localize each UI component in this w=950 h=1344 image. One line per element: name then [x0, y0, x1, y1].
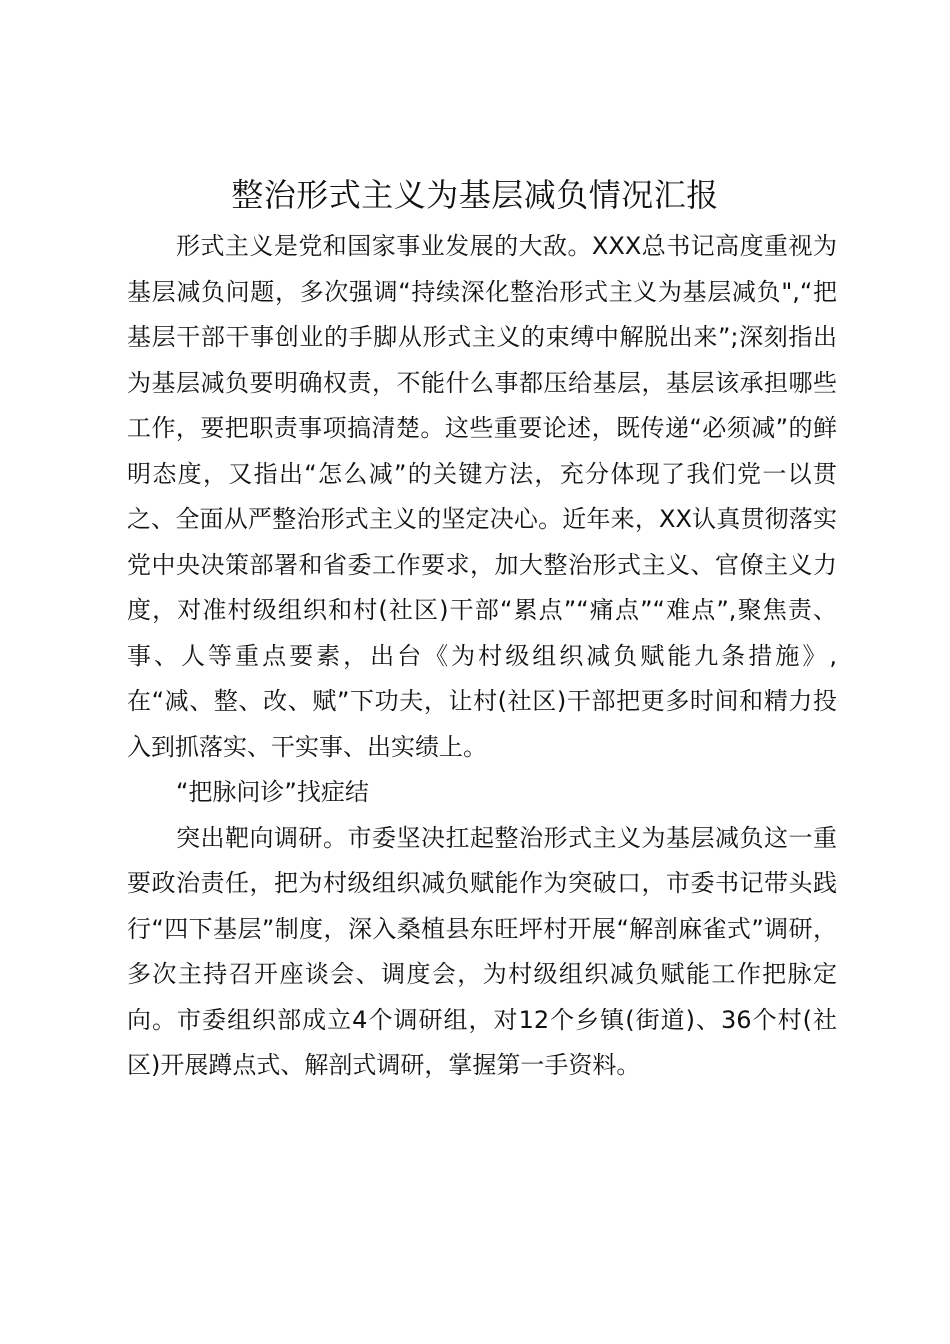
document-title: 整治形式主义为基层减负情况汇报 — [231, 176, 719, 214]
intro-paragraph: 形式主义是党和国家事业发展的大敌。XXX总书记高度重视为基层减负问题，多次强调“持续深化整治形式主义为基层减负",“把基层干部干事创业的手脚从形式主义的束缚中解脱出来”;深刻指出为基层减负要明确权责，不能什么事都压给基层，基层该承担哪些工作，要把职责事项搞清楚。这些重要论述，既传递“必须减”的鲜明态度，又指出“怎么减”的关键方法，充分体现了我们党一以贯之、全面从严整治形式主义的坚定决心。近年来，XX认真贯彻落实党中央决策部署和省委工作要求，加大整治形式主义、官僚主义力度，对准村级组织和村(社区)干部“累点”“痛点”“难点”,聚焦责、事、人等重点要素，出台《为村级组织减负赋能九条措施》,在“减、整、改、赋”下功夫，让村(社区)干部把更多时间和精力投入到抓落实、干实事、出实绩上。 — [127, 232, 837, 761]
document-body — [127, 224, 837, 1089]
section-heading: “把脉问诊”找症结 — [176, 778, 369, 806]
research-paragraph: 突出靶向调研。市委坚决扛起整治形式主义为基层减负这一重要政治责任，把为村级组织减负赋能作为突破口，市委书记带头践行“四下基层”制度，深入桑植县东旺坪村开展“解剖麻雀式”调研，多次主持召开座谈会、调度会，为村级组织减负赋能工作把脉定向。市委组织部成立4个调研组，对12个乡镇(街道)、36个村(社区)开展蹲点式、解剖式调研，掌握第一手资料。 — [127, 823, 837, 1079]
